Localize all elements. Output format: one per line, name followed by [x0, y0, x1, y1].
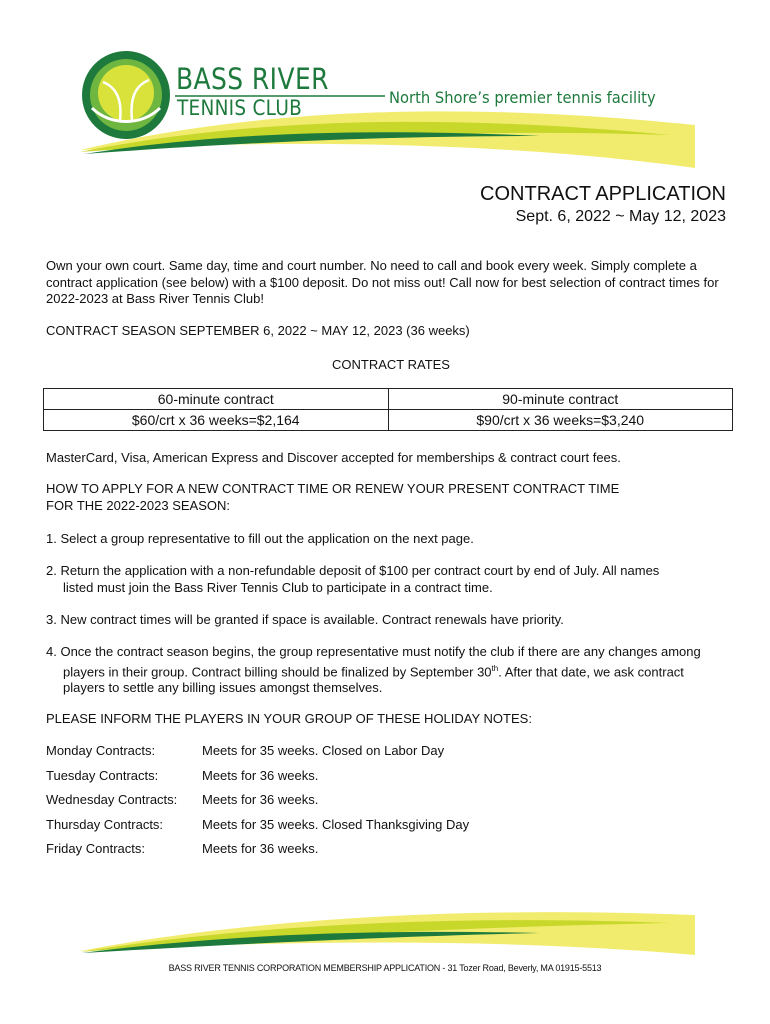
rates-col1-header: 60-minute contract — [44, 389, 389, 410]
rates-header-row — [44, 389, 733, 410]
rates-col1-value: $60/crt x 36 weeks=$2,164 — [44, 410, 389, 431]
holiday-day-wednesday: Wednesday Contracts: — [46, 792, 178, 807]
step-4-sup: th — [491, 663, 499, 673]
brand-name-line2: TENNIS CLUB — [177, 96, 303, 120]
step-1: 1. Select a group representative to fill out the application on the next page. — [46, 531, 474, 546]
rates-col2-value: $90/crt x 36 weeks=$3,240 — [388, 410, 733, 431]
holiday-heading: PLEASE INFORM THE PLAYERS IN YOUR GROUP OF THESE HOLIDAY NOTES: — [46, 711, 532, 726]
holiday-day-friday: Friday Contracts: — [46, 841, 145, 856]
howto-heading: HOW TO APPLY FOR A NEW CONTRACT TIME OR RENEW YOUR PRESENT CONTRACT TIME FOR THE 2022-2023 SEASON: — [46, 481, 620, 513]
brand-tagline: North Shore’s premier tennis facility — [389, 88, 656, 107]
holiday-day-monday: Monday Contracts: — [46, 743, 156, 758]
brand-name-line1: BASS RIVER — [176, 62, 329, 96]
intro-paragraph: Own your own court. Same day, time and court number. No need to call and book every week. Simply complete a contract application (see below) with a $100 deposit. Do not miss out! Call now for best selection of contract times for 2022-2023 at Bass River Tennis Club! — [46, 258, 719, 306]
footer-swoosh — [70, 905, 700, 957]
rates-col2-header: 90-minute contract — [388, 389, 733, 410]
season-line: CONTRACT SEASON SEPTEMBER 6, 2022 ~ MAY 12, 2023 (36 weeks) — [46, 323, 470, 338]
payment-note: MasterCard, Visa, American Express and Discover accepted for memberships & contract court fees. — [46, 450, 621, 465]
step-4 — [46, 644, 703, 697]
holiday-note-tuesday: Meets for 36 weeks. — [202, 768, 319, 783]
step-3: 3. New contract times will be granted if space is available. Contract renewals have priority. — [46, 612, 564, 627]
holiday-note-thursday: Meets for 35 weeks. Closed Thanksgiving Day — [202, 817, 470, 832]
holiday-note-friday: Meets for 36 weeks. — [202, 841, 319, 856]
holiday-day-thursday: Thursday Contracts: — [46, 817, 164, 832]
footer-address: BASS RIVER TENNIS CORPORATION MEMBERSHIP APPLICATION - 31 Tozer Road, Beverly, MA 01915-5513 — [168, 963, 602, 973]
holiday-note-wednesday: Meets for 36 weeks. — [202, 792, 319, 807]
step-4-text-b: . After that date, we ask contract players to settle any billing issues amongst themselves. — [63, 663, 684, 696]
tennis-ball-icon — [98, 65, 154, 121]
holiday-note-monday: Meets for 35 weeks. Closed on Labor Day — [202, 743, 445, 758]
holiday-day-tuesday: Tuesday Contracts: — [46, 768, 159, 783]
step-2: 2. Return the application with a non-refundable deposit of $100 per contract court by end of July. All names listed must join the Bass River Tennis Club to participate in a contract time. — [46, 563, 660, 595]
season-dates: Sept. 6, 2022 ~ May 12, 2023 — [515, 208, 726, 225]
rates-table — [43, 388, 733, 431]
step-4-text-a: 4. Once the contract season begins, the group representative must notify the club if there are any changes among players in their group. Contract billing should be finalized by September 30 — [46, 644, 701, 679]
rates-heading: CONTRACT RATES — [332, 357, 450, 372]
rates-value-row — [44, 410, 733, 431]
page-title: CONTRACT APPLICATION — [480, 183, 726, 205]
